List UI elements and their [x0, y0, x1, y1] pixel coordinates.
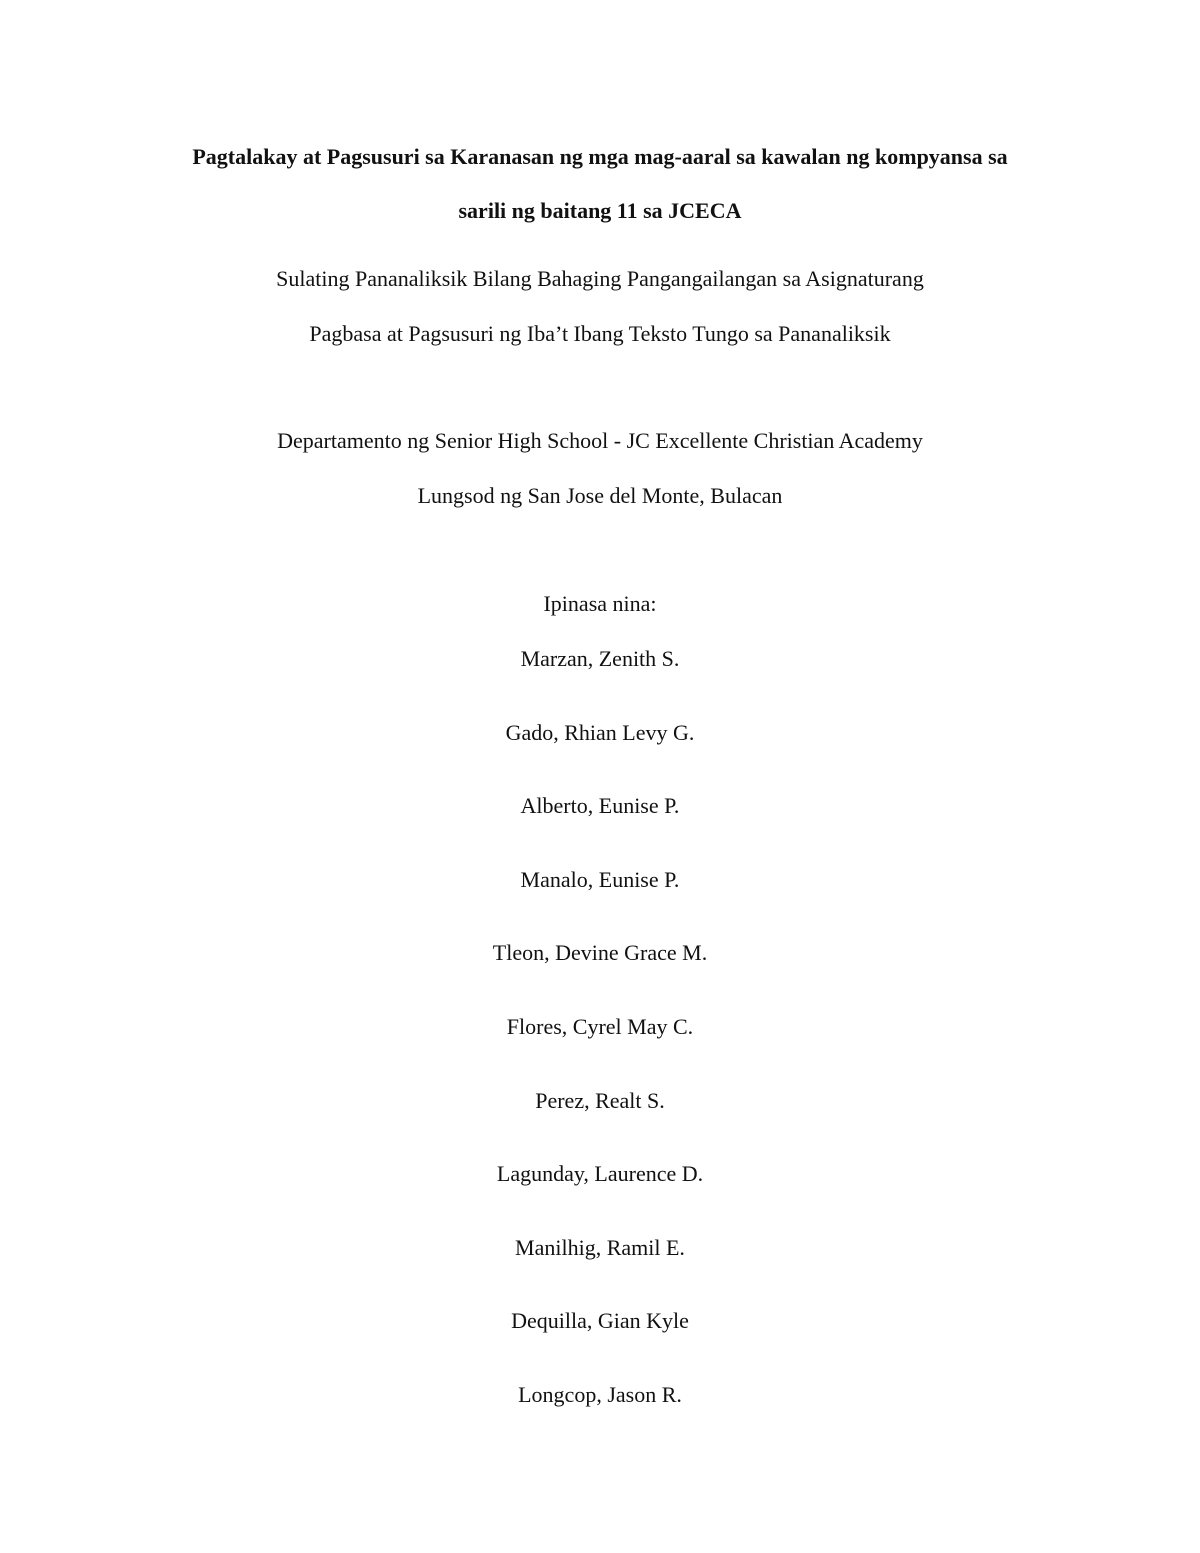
member-name: Lagunday, Laurence D. — [496, 1161, 704, 1187]
member-name: Tleon, Devine Grace M. — [492, 940, 708, 966]
member-name: Marzan, Zenith S. — [520, 646, 680, 671]
subtitle-line-1: Sulating Pananaliksik Bilang Bahaging Pangangailangan sa Asignaturang — [276, 266, 924, 291]
title-line-1: Pagtalakay at Pagsusuri sa Karanasan ng mga mag-aaral sa kawalan ng kompyansa sa — [192, 144, 1008, 169]
submitted-by-label: Ipinasa nina: — [543, 591, 657, 616]
member-name: Dequilla, Gian Kyle — [511, 1308, 689, 1334]
department-line: Departamento ng Senior High School - JC Excellente Christian Academy — [277, 428, 923, 453]
title-line-2: sarili ng baitang 11 sa JCECA — [458, 198, 742, 223]
member-name: Manalo, Eunise P. — [520, 866, 680, 892]
member-name: Perez, Realt S. — [535, 1087, 665, 1113]
member-name: Alberto, Eunise P. — [520, 793, 680, 819]
subtitle-line-2: Pagbasa at Pagsusuri ng Iba’t Ibang Teksto Tungo sa Pananaliksik — [309, 321, 891, 346]
member-name: Longcop, Jason R. — [518, 1381, 682, 1407]
member-name: Gado, Rhian Levy G. — [505, 719, 695, 745]
member-name: Flores, Cyrel May C. — [506, 1013, 694, 1039]
member-list — [0, 645, 1200, 1455]
location-line: Lungsod ng San Jose del Monte, Bulacan — [417, 483, 783, 508]
member-name: Manilhig, Ramil E. — [515, 1234, 685, 1260]
